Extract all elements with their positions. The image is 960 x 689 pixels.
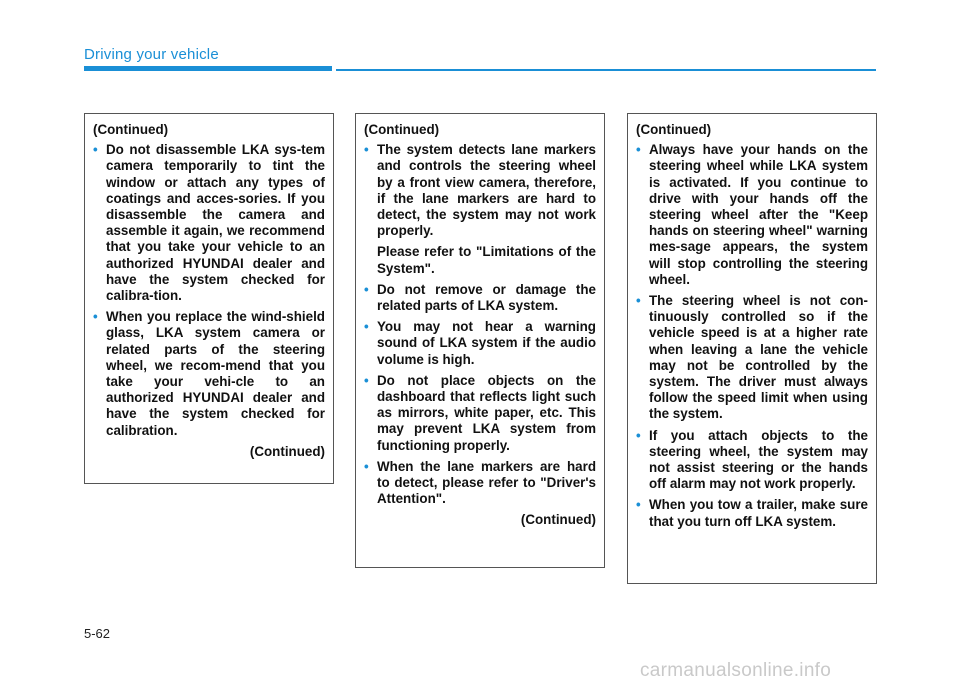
bullet-dot-icon: • [93,142,98,158]
bullet-list [93,142,325,439]
list-item [636,293,868,423]
list-item-text: Always have your hands on the steering wheel while LKA system is activated. If you continue to drive with your hands off the steering wheel after the "Keep hands on steering wheel" warning mes-sage appears, the system will stop controlling the steering wheel. [649,142,868,287]
list-item [364,142,596,277]
list-item-text: Do not disassemble LKA sys-tem camera temporarily to tint the window or attach any types of coatings and acces-sories. If you disassemble the camera and assemble it again, we recommend that you take your vehicle to an authorized HYUNDAI dealer and have the system checked for calibra-tion. [106,142,325,304]
bullet-dot-icon: • [93,309,98,325]
continued-label: (Continued) [636,122,712,137]
section-title: Driving your vehicle [84,46,219,63]
list-item-text: Do not place objects on the dashboard that reflects light such as mirrors, white paper, etc. This may prevent LKA system from functioning properly. [377,372,596,453]
list-item-text: If you attach objects to the steering wheel, the system may not assist steering or the hands off alarm may not work properly. [649,427,868,492]
bullet-list [636,142,868,530]
list-item-text: When you replace the wind-shield glass, LKA system camera or related parts of the steering wheel, we recom-mend that you take your vehi-cle to an authorized HYUNDAI dealer and have the system checked for calibration. [106,309,325,438]
list-item [636,497,868,529]
bullet-dot-icon: • [364,281,369,297]
list-item-text: When you tow a trailer, make sure that you turn off LKA system. [649,497,868,529]
list-item-text: Do not remove or damage the related parts of LKA system. [377,281,596,314]
bullet-dot-icon: • [364,458,369,474]
caution-box-1 [84,113,334,484]
list-item-text: The steering wheel is not con-tinuously controlled so if the vehicle speed is at a higher rate when leaving a lane the vehicle may not be controlled by the system. The driver must always follow the speed limit when using the system. [649,293,868,422]
header-rule-thick [84,66,332,71]
list-item [364,319,596,368]
page-number: 5-62 [84,626,111,641]
list-item [364,282,596,314]
list-item [93,309,325,439]
bullet-dot-icon: • [636,427,641,443]
list-item [364,373,596,454]
list-item [636,428,868,493]
continued-label: (Continued) [93,122,169,137]
continued-label: (Continued) [364,122,440,137]
bullet-dot-icon: • [636,142,641,158]
header-rule-thin [336,69,876,71]
continued-label-end: (Continued) [520,512,596,528]
caution-box-3 [627,113,877,584]
bullet-dot-icon: • [364,142,369,158]
list-item-text: When the lane markers are hard to detect, please refer to "Driver's Attention". [377,458,596,507]
list-item-subtext: Please refer to "Limitations of the System". [377,244,596,276]
bullet-list [364,142,596,507]
list-item-text: You may not hear a warning sound of LKA system if the audio volume is high. [377,319,596,367]
list-item [636,142,868,288]
list-item [364,459,596,508]
bullet-dot-icon: • [636,293,641,309]
list-item-text: The system detects lane markers and controls the steering wheel by a front view camera, therefore, if the lane markers are hard to detect, the system may not work properly. [377,142,596,239]
list-item [93,142,325,304]
watermark: carmanualsonline.info [640,660,832,681]
continued-label-end: (Continued) [249,443,325,459]
bullet-dot-icon: • [636,497,641,513]
caution-box-2 [355,113,605,568]
bullet-dot-icon: • [364,372,369,388]
bullet-dot-icon: • [364,319,369,335]
